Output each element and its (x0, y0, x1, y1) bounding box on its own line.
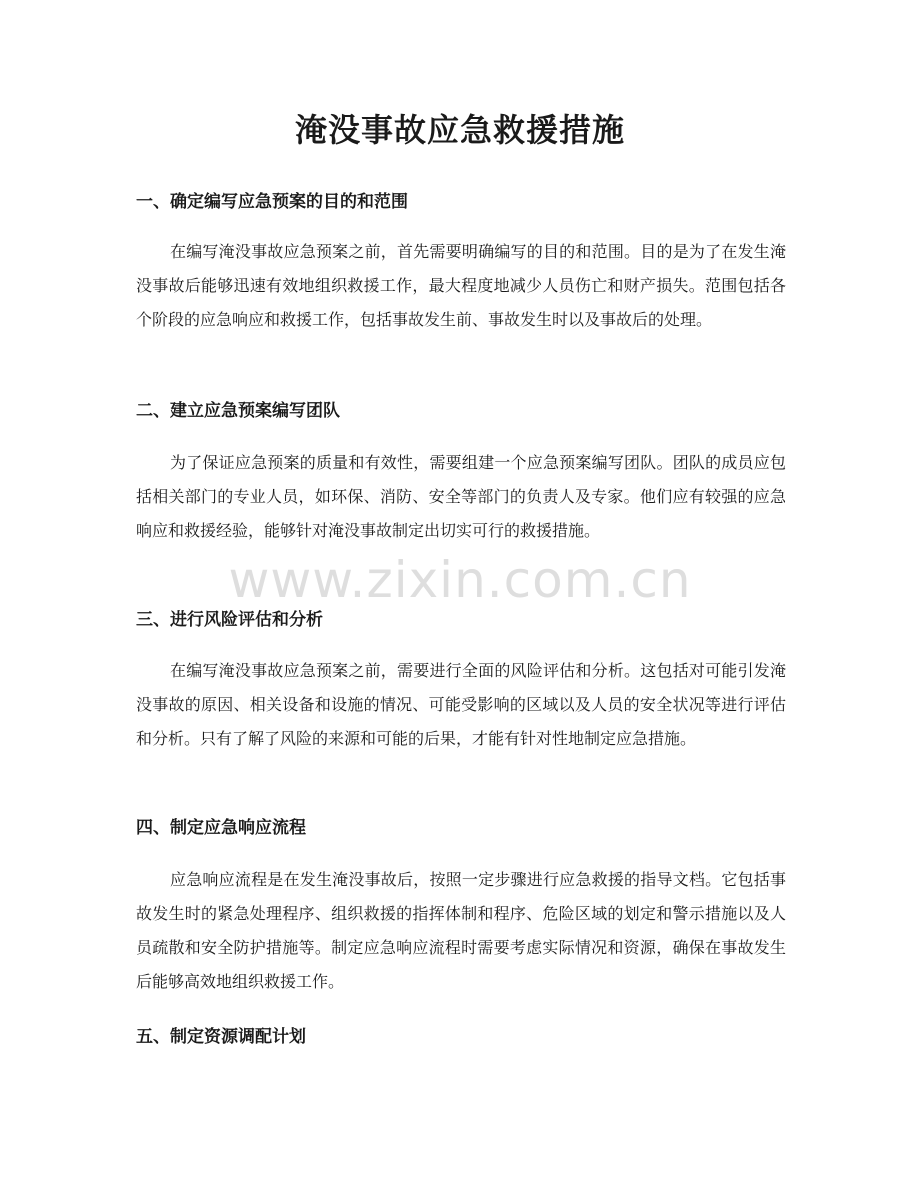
document-title: 淹没事故应急救援措施 (294, 111, 625, 149)
section-heading-4: 四、制定应急响应流程 (136, 818, 306, 838)
section-paragraph-2: 为了保证应急预案的质量和有效性，需要组建一个应急预案编写团队。团队的成员应包括相关部门的专业人员，如环保、消防、安全等部门的负责人及专家。他们应有较强的应急响应和救援经验，能够针对淹没事故制定出切实可行的救援措施。 (136, 453, 786, 540)
watermark-text: www.zixin.com.cn (228, 551, 692, 609)
section-heading-1: 一、确定编写应急预案的目的和范围 (136, 192, 408, 212)
section-paragraph-1: 在编写淹没事故应急预案之前，首先需要明确编写的目的和范围。目的是为了在发生淹没事故后能够迅速有效地组织救援工作，最大程度地减少人员伤亡和财产损失。范围包括各个阶段的应急响应和救援工作，包括事故发生前、事故发生时以及事故后的处理。 (136, 242, 786, 329)
section-paragraph-4: 应急响应流程是在发生淹没事故后，按照一定步骤进行应急救援的指导文档。它包括事故发生时的紧急处理程序、组织救援的指挥体制和程序、危险区域的划定和警示措施以及人员疏散和安全防护措施等。制定应急响应流程时需要考虑实际情况和资源，确保在事故发生后能够高效地组织救援工作。 (136, 870, 786, 991)
section-heading-5: 五、制定资源调配计划 (136, 1027, 306, 1047)
section-paragraph-3: 在编写淹没事故应急预案之前，需要进行全面的风险评估和分析。这包括对可能引发淹没事故的原因、相关设备和设施的情况、可能受影响的区域以及人员的安全状况等进行评估和分析。只有了解了风险的来源和可能的后果，才能有针对性地制定应急措施。 (136, 661, 786, 748)
section-heading-3: 三、进行风险评估和分析 (136, 610, 323, 630)
section-heading-2: 二、建立应急预案编写团队 (136, 401, 340, 421)
